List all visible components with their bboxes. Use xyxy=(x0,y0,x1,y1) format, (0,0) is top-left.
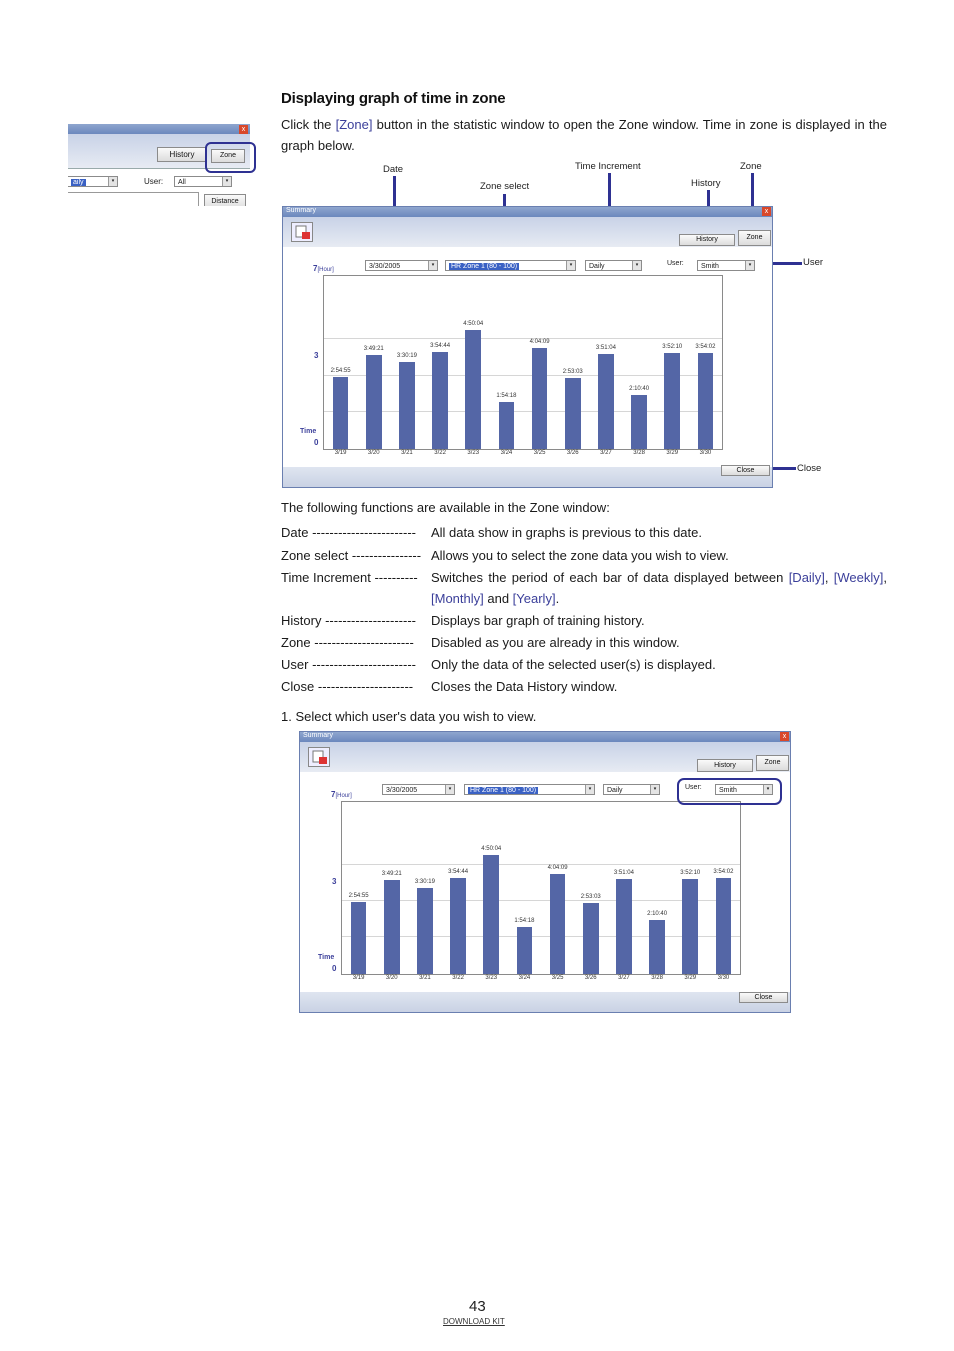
bar-value-label: 2:10:40 xyxy=(647,911,668,918)
x-tick-label: 3/28 xyxy=(633,450,645,456)
bar-value-label: 4:04:09 xyxy=(547,864,568,871)
thumb-user-combo[interactable]: All ▾ xyxy=(174,176,232,187)
thumb-history-button[interactable]: History xyxy=(157,147,207,162)
y-unit-label: [Hour] xyxy=(317,267,334,273)
bar xyxy=(716,878,732,974)
user-highlight xyxy=(677,778,782,805)
thumb-distance-button[interactable]: Distance xyxy=(204,194,246,206)
bar-value-label: 3:54:44 xyxy=(430,343,451,350)
callout-time-increment: Time Increment xyxy=(575,161,641,172)
x-tick-label: 3/26 xyxy=(584,975,597,981)
zone-window-annotated xyxy=(282,206,773,488)
intro-paragraph: Click the [Zone] button in the statistic window to open the Zone window. Time in zone is displayed in the graph below. xyxy=(281,117,887,153)
bar xyxy=(682,879,698,974)
history-button[interactable]: History xyxy=(697,759,753,772)
x-tick-label: 3/22 xyxy=(434,450,446,456)
bar-value-label: 3:49:21 xyxy=(381,871,402,878)
close-button[interactable]: Close xyxy=(721,465,770,476)
bar xyxy=(698,353,714,449)
x-tick-label: 3/20 xyxy=(385,975,398,981)
callout-zone: Zone xyxy=(740,161,762,172)
x-tick-label: 3/29 xyxy=(684,975,697,981)
x-tick-label: 3/21 xyxy=(419,975,431,981)
footer-kit: DOWNLOAD KIT xyxy=(443,1317,505,1326)
bar-value-label: 1:54:18 xyxy=(496,392,517,399)
bar xyxy=(631,395,647,449)
callout-close: Close xyxy=(797,463,822,474)
user-label: User: xyxy=(685,784,702,791)
bar xyxy=(384,880,400,974)
increment-combo[interactable]: Daily ▾ xyxy=(585,260,642,271)
bar xyxy=(583,903,599,974)
bar-value-label: 1:54:18 xyxy=(514,918,535,925)
x-tick-label: 3/25 xyxy=(533,450,546,456)
user-combo[interactable]: Smith ▾ xyxy=(697,260,755,271)
callout-history: History xyxy=(691,178,721,189)
bar xyxy=(664,353,680,449)
bar-value-label: 2:53:03 xyxy=(580,894,601,901)
x-tick-label: 3/20 xyxy=(367,450,380,456)
zone-button[interactable]: Zone xyxy=(756,755,789,771)
x-tick-label: 3/24 xyxy=(518,975,531,981)
bar-value-label: 4:50:04 xyxy=(481,846,502,853)
section-heading: Displaying graph of time in zone xyxy=(281,90,506,107)
bar xyxy=(399,362,415,449)
bar-value-label: 4:04:09 xyxy=(529,339,550,346)
zone-chart xyxy=(341,801,741,981)
x-tick-label: 3/24 xyxy=(500,450,513,456)
bar-value-label: 3:51:04 xyxy=(595,344,616,351)
bar-value-label: 3:54:44 xyxy=(448,868,469,875)
date-combo[interactable]: 3/30/2005 ▾ xyxy=(365,260,438,271)
functions-intro: The following functions are available in the Zone window: xyxy=(281,500,610,515)
thumb-close-icon[interactable]: x xyxy=(239,125,248,134)
step-1: 1. Select which user's data you wish to view. xyxy=(281,709,537,724)
bar-value-label: 3:54:02 xyxy=(695,343,716,350)
bar-value-label: 3:52:10 xyxy=(680,869,701,876)
x-tick-label: 3/25 xyxy=(551,975,564,981)
y-axis-title: Time xyxy=(318,954,335,961)
bar xyxy=(351,902,367,974)
x-tick-label: 3/27 xyxy=(618,975,630,981)
bar xyxy=(417,888,433,974)
print-icon[interactable] xyxy=(308,747,330,767)
bar-value-label: 3:30:19 xyxy=(414,878,435,885)
increment-combo[interactable]: Daily ▾ xyxy=(603,784,660,795)
window-close-icon[interactable]: x xyxy=(780,732,789,741)
bar xyxy=(616,879,632,974)
bar xyxy=(517,927,533,974)
y-mid-label: 3 xyxy=(314,351,319,360)
y-zero-label: 0 xyxy=(332,964,337,973)
x-tick-label: 3/30 xyxy=(717,975,730,981)
x-tick-label: 3/19 xyxy=(352,975,365,981)
bar-value-label: 2:54:55 xyxy=(348,893,369,900)
x-tick-label: 3/29 xyxy=(666,450,679,456)
x-tick-label: 3/28 xyxy=(651,975,663,981)
user-combo[interactable]: Smith ▾ xyxy=(715,784,773,795)
y-zero-label: 0 xyxy=(314,438,319,447)
bar-value-label: 2:10:40 xyxy=(629,386,650,393)
history-button[interactable]: History xyxy=(679,234,735,246)
x-tick-label: 3/23 xyxy=(467,450,480,456)
bar-value-label: 2:53:03 xyxy=(562,368,583,375)
x-tick-label: 3/30 xyxy=(699,450,712,456)
gridline xyxy=(342,900,740,901)
callout-zone-select: Zone select xyxy=(480,181,530,192)
y-mid-label: 3 xyxy=(332,877,337,886)
thumb-user-label: User: xyxy=(144,177,164,186)
page-number: 43 xyxy=(469,1298,486,1315)
bar-value-label: 4:50:04 xyxy=(463,320,484,327)
thumb-zone-button[interactable]: Zone xyxy=(211,149,245,163)
bar xyxy=(598,354,614,449)
bar xyxy=(432,352,448,449)
date-combo[interactable]: 3/30/2005 ▾ xyxy=(382,784,455,795)
x-tick-label: 3/22 xyxy=(452,975,464,981)
bar-value-label: 3:54:02 xyxy=(713,869,734,876)
gridline xyxy=(324,375,722,376)
y-top-label: 7 xyxy=(331,790,336,799)
close-button[interactable]: Close xyxy=(739,992,788,1003)
bar-value-label: 3:51:04 xyxy=(613,870,634,877)
gridline xyxy=(324,411,722,412)
zone-link-text: [Zone] xyxy=(335,117,373,132)
callout-user: User xyxy=(803,257,824,268)
zone-select-combo[interactable]: HR Zone 1 (80 - 100) ▾ xyxy=(464,784,595,795)
zone-chart xyxy=(323,275,723,456)
zone-select-combo[interactable]: HR Zone 1 (80 - 100) ▾ xyxy=(445,260,576,271)
window-title: Summary xyxy=(303,732,333,739)
bar-value-label: 3:49:21 xyxy=(363,345,384,352)
gridline xyxy=(342,936,740,937)
thumb-increment-combo[interactable]: aily ▾ xyxy=(68,176,118,187)
bar xyxy=(649,920,665,974)
x-tick-label: 3/23 xyxy=(485,975,498,981)
x-tick-label: 3/21 xyxy=(401,450,413,456)
bar-value-label: 3:30:19 xyxy=(396,353,417,360)
bar xyxy=(532,348,548,449)
print-icon[interactable] xyxy=(291,222,313,242)
bar xyxy=(450,878,466,974)
x-tick-label: 3/26 xyxy=(566,450,579,456)
bar xyxy=(333,377,349,449)
bar xyxy=(565,378,581,449)
thumb-zone-highlight xyxy=(205,142,256,173)
user-label: User: xyxy=(667,260,684,267)
x-tick-label: 3/19 xyxy=(334,450,347,456)
zone-button[interactable]: Zone xyxy=(738,230,771,246)
callout-date: Date xyxy=(383,164,404,175)
y-unit-label: [Hour] xyxy=(335,793,352,799)
bar-value-label: 2:54:55 xyxy=(330,367,351,374)
y-top-label: 7 xyxy=(313,264,318,273)
bar xyxy=(465,330,481,449)
window-title: Summary xyxy=(286,207,316,214)
bar xyxy=(366,355,382,449)
window-close-icon[interactable]: x xyxy=(762,207,771,216)
x-tick-label: 3/27 xyxy=(600,450,612,456)
bar-value-label: 3:52:10 xyxy=(662,344,683,351)
bar xyxy=(550,874,566,974)
zone-window-step1 xyxy=(299,731,791,1013)
y-axis-title: Time xyxy=(300,428,317,435)
bar xyxy=(483,855,499,974)
bar xyxy=(499,402,515,449)
